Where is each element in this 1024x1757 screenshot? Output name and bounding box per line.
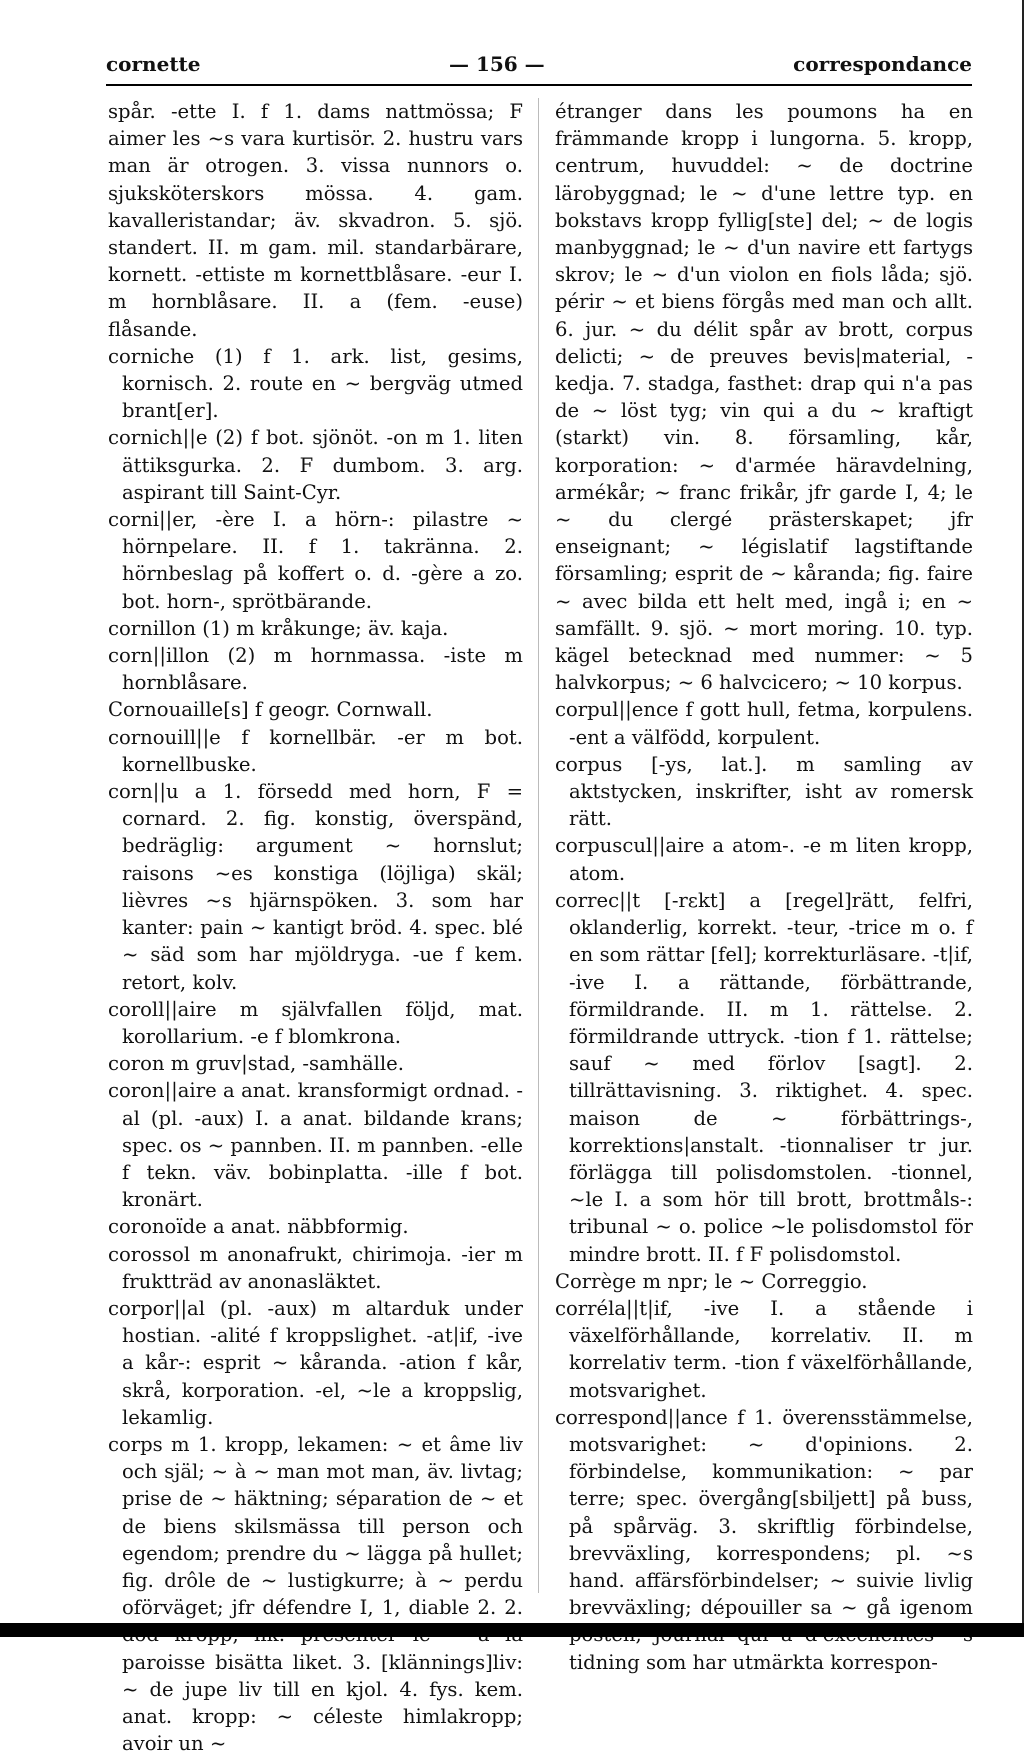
dictionary-entry: coron m gruv|stad, -samhälle. [108,1052,404,1076]
dictionary-entry: Corrège m npr; le ~ Correggio. [555,1269,868,1293]
dictionary-entry: spår. -ette I. f 1. dams nattmössa; F aimer les ~s vara kurtisör. 2. hustru vars man är otrogen. 3. vissa nunnors o. sjuksköterskors mössa. 4. gam. kavalleristandar; äv. skvadron. 5. sjö. standert. II. m gam. mil. standarbärare, kornett. -ettiste m kornettblåsare. -eur I. m hornblåsare. II. a (fem. -euse) flåsande. [108,100,523,341]
dictionary-entry: corpor||al (pl. -aux) m altarduk under hostian. -alité f kroppslighet. -at|if, -ive a kår-: esprit ~ kåranda. -ation f kår, skrå, korporation. -el, ~le a kroppslig, lekamlig. [108,1296,523,1429]
right-column [555,98,973,1676]
dictionary-entry: corniche (1) f 1. ark. list, gesims, kornisch. 2. route en ~ bergväg utmed brant[er]. [108,344,523,423]
dictionary-entry: cornouill||e f kornellbär. -er m bot. kornellbuske. [108,725,523,776]
left-column [108,98,523,1757]
dictionary-entry: corni||er, -ère I. a hörn-: pilastre ~ hörnpelare. II. f 1. takränna. 2. hörnbeslag på koffert o. d. -gère a zo. bot. horn-, sprötbärande. [108,508,523,613]
column-divider [538,98,539,1593]
dictionary-entry: corossol m anonafrukt, chirimoja. -ier m fruktträd av anonasläktet. [108,1242,523,1293]
dictionary-entry: correspond||ance f 1. överensstämmelse, motsvarighet: ~ d'opinions. 2. förbindelse, kommunikation: ~ par terre; spec. övergång[sbiljett] på buss, på spårväg. 3. skriftlig förbindelse, brevväxling, korrespondens; pl. ~s hand. affärsförbindelser; ~ suivie livlig brevväxling; dépouiller sa ~ gå igenom tidning som har utmärkta korrespon- [555,1405,973,1674]
dictionary-entry: étranger dans les poumons ha en främmande kropp i lungorna. 5. kropp, centrum, huvuddel: ~ de doctrine lärobyggnad; le ~ d'une lettre typ. en bokstavs kropp fyllig[ste] del; ~ de logis manbyggnad; le ~ d'un navire ett fartygs skrov; le ~ d'un violon en fiols låda; sjö. périr ~ et biens förgås med man och allt. 6. jur. ~ du délit spår av brott, corpus delicti; ~ de preuves bevis|material, -kedja. 7. stadga, fasthet: drap qui n'a pas de ~ löst tyg; vin qui a du ~ kraftigt (starkt) vin. 8. församling, kår, korporation: ~ d'armée häravdelning, armékår; ~ franc frikår, jfr garde I, 4; le ~ du clergé prästerskapet; jfr enseignant; ~ législatif lagstiftande församling; esprit de ~ kåranda; fig. faire ~ avec bilda ett helt med, ingå i; en ~ samfällt. 9. sjö. ~ mort moring. 10. typ. kägel betecknad med nummer: ~ 5 halvkorpus; ~ 6 halvcicero; ~ 10 korpus. [555,100,973,695]
header-guide-word-left: cornette [106,52,201,76]
page-header [106,42,972,86]
dictionary-entry: coron||aire a anat. kransformigt ordnad. -al (pl. -aux) I. a anat. bildande krans; spec. os ~ pannben. II. m pannben. -elle f tekn. väv. bobinplatta. -ille f bot. kronärt. [108,1079,523,1212]
dictionary-entry: corpul||ence f gott hull, fetma, korpulens. -ent a välfödd, korpulent. [555,698,973,749]
dictionary-entry: corréla||t|if, -ive I. a stående i växelförhållande, korrelativ. II. m korrelativ term. -tion f växelförhållande, motsvarighet. [555,1296,973,1402]
scan-bottom-border [0,1623,1024,1637]
dictionary-entry: corpus [-ys, lat.]. m samling av aktstycken, inskrifter, isht av romersk rätt. [555,752,973,831]
dictionary-entry: corpuscul||aire a atom-. -e m liten kropp, atom. [555,834,973,885]
header-guide-word-right: correspondance [793,52,972,76]
dictionary-entry: corn||u a 1. försedd med horn, F = cornard. 2. fig. konstig, överspänd, bedräglig: argument ~ hornslut; raisons ~es konstiga (löjliga) skäl; lièvres ~s hjärnspöken. 3. som har kanter: pain ~ kantigt bröd. 4. spec. blé ~ säd som har mjöldryga. -ue f kem. retort, kolv. [108,780,523,994]
dictionary-entry: cornillon (1) m kråkunge; äv. kaja. [108,616,449,640]
dictionary-entry: correc||t [-rεkt] a [regel]rätt, felfri, oklanderlig, korrekt. -teur, -trice m o. f en som rättar [fel]; korrekturläsare. -t|if, -ive I. a rättande, förbättrande, förmildrande. II. m 1. rättelse. 2. förmildrande uttryck. -tion f 1. rättelse; sauf ~ med förlov [sagt]. 2. tillrättavisning. 3. riktighet. 4. spec. maison de ~ förbättrings-, korrektions|anstalt. -tionnaliser tr jur. förlägga till polisdomstolen. -tionnel, ~le I. a som hör till brott, brottmåls-: tribunal ~ o. police ~le polisdomstol för mindre brott. II. f F polisdomstol. [555,888,973,1266]
dictionary-entry: coroll||aire m självfallen följd, mat. korollarium. -e f blomkrona. [108,997,523,1048]
dictionary-entry: Cornouaille[s] f geogr. Cornwall. [108,698,433,722]
dictionary-entry: coronoïde a anat. näbbformig. [108,1215,409,1239]
page-number: — 156 — [449,52,545,76]
dictionary-entry: corn||illon (2) m hornmassa. -iste m hornblåsare. [108,644,523,695]
dictionary-entry: cornich||e (2) f bot. sjönöt. -on m 1. liten ättiksgurka. 2. F dumbom. 3. arg. aspirant till Saint-Cyr. [108,426,523,504]
dictionary-entry: corps m 1. kropp, lekamen: ~ et âme liv och själ; ~ à ~ man mot man, äv. livtag; prise de ~ häktning; séparation de ~ et de biens skilsmässa till person och egendom; prendre du ~ lägga på hullet; fig. drôle de ~ lustigkurre; à ~ perdu oförväget; jfr défendre I, 1, diable 2. 2. paroisse bisätta liket. 3. [klännings]liv: ~ de jupe liv till en kjol. 4. fys. kem. anat. kropp: ~ céleste himlakropp; avoir un ~ [108,1432,523,1756]
